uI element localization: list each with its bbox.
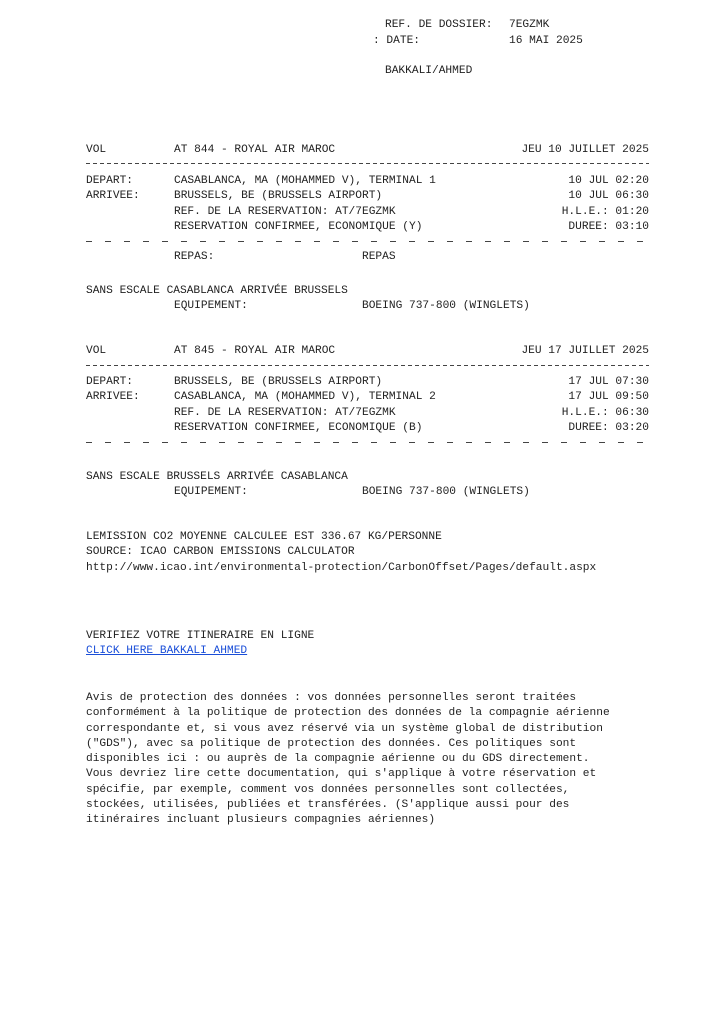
equipment-label: EQUIPEMENT:	[174, 300, 248, 312]
depart-place: BRUSSELS, BE (BRUSSELS AIRPORT)	[174, 376, 383, 388]
duration: DUREE: 03:20	[568, 422, 649, 434]
passenger-name: BAKKALI/AHMED	[385, 65, 473, 77]
emissions-source: SOURCE: ICAO CARBON EMISSIONS CALCULATOR	[86, 546, 355, 558]
flight-date: JEU 17 JUILLET 2025	[521, 345, 649, 357]
date-value: 16 MAI 2025	[509, 35, 583, 47]
arrive-place: BRUSSELS, BE (BRUSSELS AIRPORT)	[174, 190, 383, 202]
meal-value: REPAS	[362, 251, 396, 263]
flight-date: JEU 10 JUILLET 2025	[521, 144, 649, 156]
depart-time: 10 JUL 02:20	[568, 175, 649, 187]
flight-number: AT 844 - ROYAL AIR MAROC	[174, 144, 336, 156]
booking-ref-value: 7EGZMK	[509, 19, 550, 31]
reservation-ref: REF. DE LA RESERVATION: AT/7EGZMK	[174, 206, 396, 218]
divider	[86, 241, 649, 242]
arrive-place: CASABLANCA, MA (MOHAMMED V), TERMINAL 2	[174, 391, 436, 403]
arrive-label: ARRIVEE:	[86, 190, 140, 202]
depart-label: DEPART:	[86, 376, 133, 388]
verify-itinerary-link[interactable]: CLICK HERE BAKKALI AHMED	[86, 645, 248, 657]
divider	[86, 365, 649, 366]
emissions-line: LEMISSION CO2 MOYENNE CALCULEE EST 336.67 KG/PERSONNE	[86, 531, 442, 543]
flight-number: AT 845 - ROYAL AIR MAROC	[174, 345, 336, 357]
arrive-time: 10 JUL 06:30	[568, 190, 649, 202]
privacy-notice: Avis de protection des données : vos données personnelles seront traitées conformément à la politique de protection des données de la compagnie aérienne correspondante et, si vous avez réservé via un système global de distribution ("GDS"), avec sa politique de protection des données. Ces politiques sont disponibles ici : ou auprès de la compagnie aérienne ou du GDS directement. Vous devriez lire cette documentation, qui s'applique à votre réservation et spécifie, par exemple, comment vos données personnelles sont collectées, stockées, utilisées, publiées et transférées. (S'applique aussi pour des itinéraires incluant plusieurs compagnies aériennes)	[86, 692, 610, 827]
vol-label: VOL	[86, 345, 107, 357]
reservation-status: RESERVATION CONFIRMEE, ECONOMIQUE (B)	[174, 422, 423, 434]
equipment-label: EQUIPEMENT:	[174, 486, 248, 498]
arrive-label: ARRIVEE:	[86, 391, 140, 403]
reservation-status: RESERVATION CONFIRMEE, ECONOMIQUE (Y)	[174, 221, 423, 233]
duration: DUREE: 03:10	[568, 221, 649, 233]
emissions-url: http://www.icao.int/environmental-protection/CarbonOffset/Pages/default.aspx	[86, 562, 597, 574]
equipment-value: BOEING 737-800 (WINGLETS)	[362, 300, 530, 312]
meal-label: REPAS:	[174, 251, 215, 263]
arrive-time: 17 JUL 09:50	[568, 391, 649, 403]
hle: H.L.E.: 01:20	[561, 206, 649, 218]
divider	[86, 163, 649, 164]
equipment-value: BOEING 737-800 (WINGLETS)	[362, 486, 530, 498]
depart-place: CASABLANCA, MA (MOHAMMED V), TERMINAL 1	[174, 175, 436, 187]
divider	[86, 442, 649, 443]
depart-time: 17 JUL 07:30	[568, 376, 649, 388]
nonstop-note: SANS ESCALE BRUSSELS ARRIVÉE CASABLANCA	[86, 471, 348, 483]
vol-label: VOL	[86, 144, 107, 156]
date-label: : DATE:	[373, 35, 420, 47]
nonstop-note: SANS ESCALE CASABLANCA ARRIVÉE BRUSSELS	[86, 285, 348, 297]
reservation-ref: REF. DE LA RESERVATION: AT/7EGZMK	[174, 407, 396, 419]
booking-ref-label: REF. DE DOSSIER:	[385, 19, 493, 31]
verify-itinerary-text: VERIFIEZ VOTRE ITINERAIRE EN LIGNE	[86, 630, 315, 642]
depart-label: DEPART:	[86, 175, 133, 187]
hle: H.L.E.: 06:30	[561, 407, 649, 419]
